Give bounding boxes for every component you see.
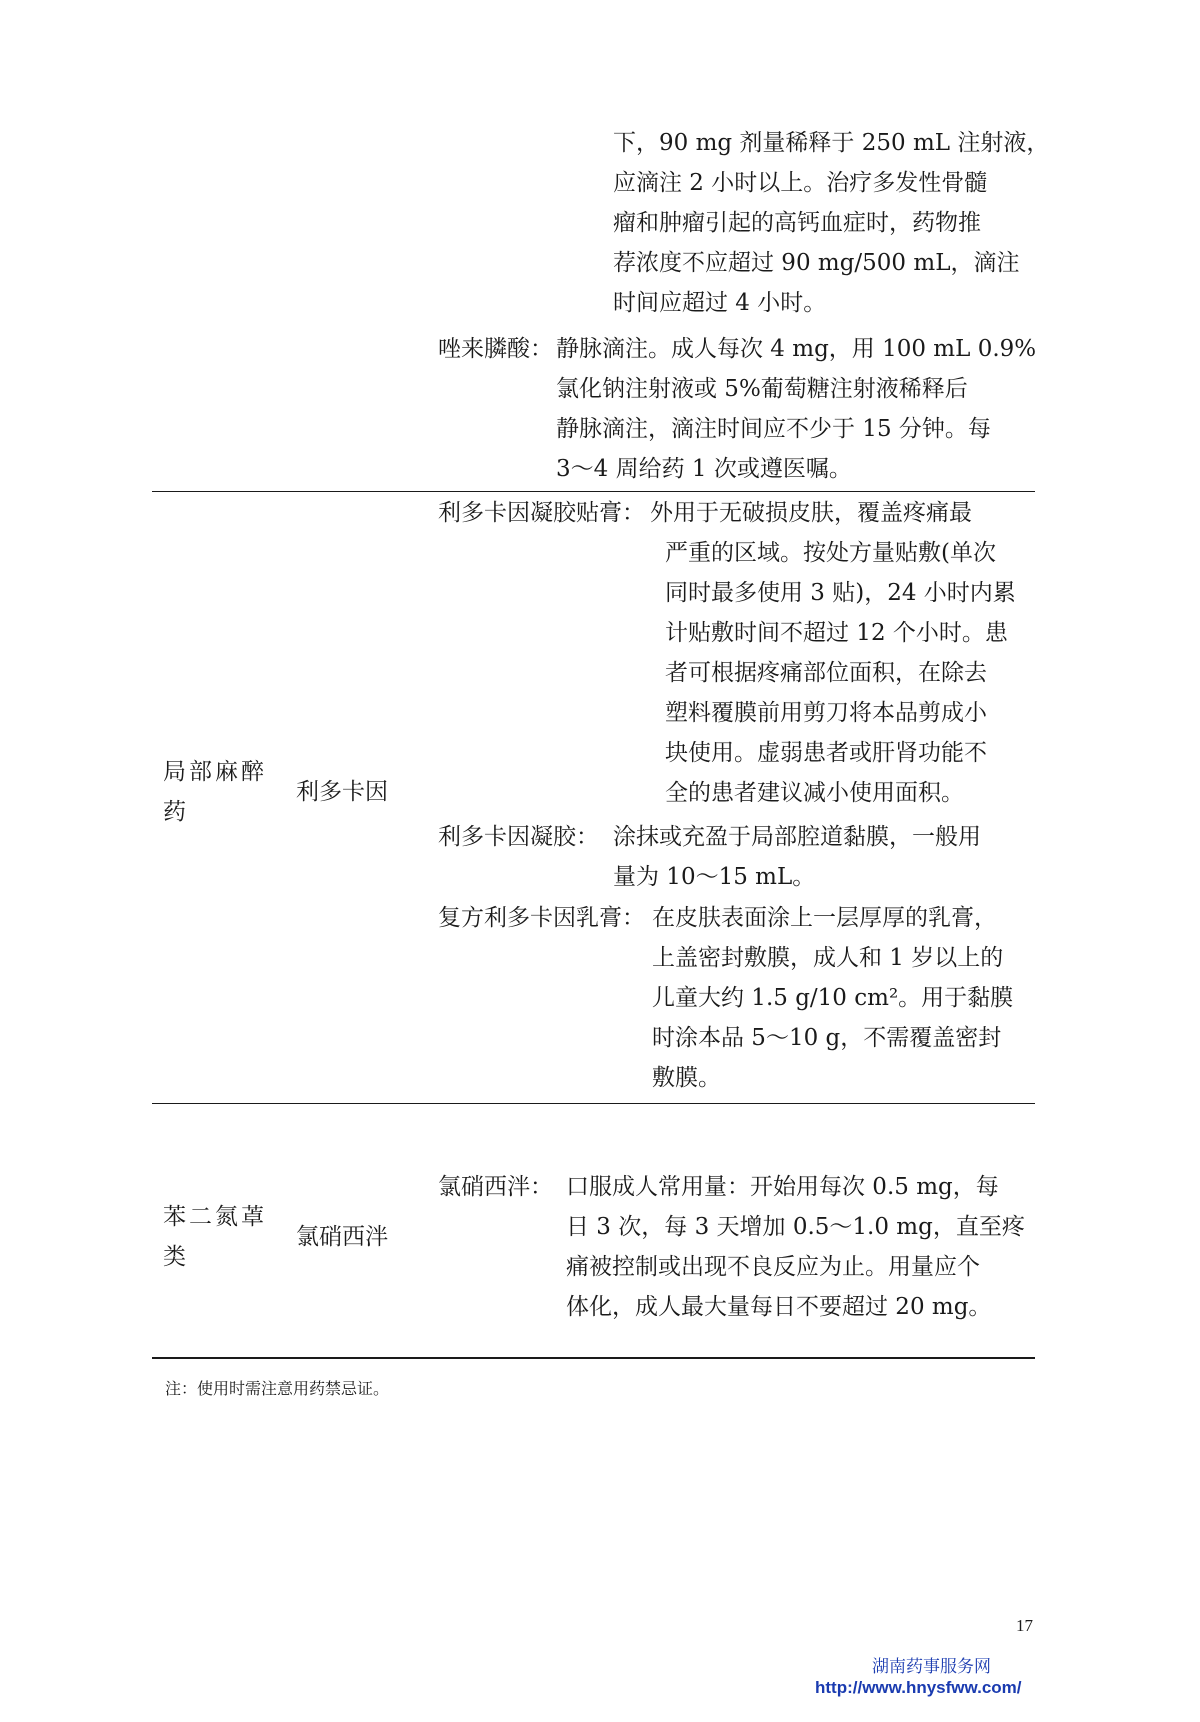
text-line: 3～4 周给药 1 次或遵医嘱。 [556, 456, 852, 482]
table-row-divider [152, 1103, 1035, 1104]
footer-url-text: http://www.hnysfww.com/ [815, 1678, 1022, 1697]
text-line: 日 3 次，每 3 天增加 0.5～1.0 mg，直至疼 [566, 1214, 1025, 1240]
text-line: 涂抹或充盈于局部腔道黏膜，一般用 [613, 824, 981, 850]
text-line: 外用于无破损皮肤，覆盖疼痛最 [650, 500, 972, 526]
text-line: 在皮肤表面涂上一层厚厚的乳膏， [652, 905, 997, 931]
text-line: 者可根据疼痛部位面积，在除去 [665, 660, 987, 686]
text-line: 时间应超过 4 小时。 [613, 290, 827, 316]
text-line: 上盖密封敷膜，成人和 1 岁以上的 [652, 945, 1004, 971]
category-cell-cont: 药 [163, 799, 186, 825]
text-line: 儿童大约 1.5 g/10 cm²。用于黏膜 [652, 985, 1014, 1011]
text-line: 量为 10～15 mL。 [613, 864, 816, 890]
text-line: 氯化钠注射液或 5%葡萄糖注射液稀释后 [556, 376, 968, 402]
text-line: 同时最多使用 3 贴)，24 小时内累 [665, 580, 1016, 606]
drug-usage-label: 利多卡因凝胶贴膏： [438, 500, 645, 526]
category-cell: 局部麻醉 [163, 759, 267, 785]
text-line: 静脉滴注，滴注时间应不少于 15 分钟。每 [556, 416, 991, 442]
text-line: 体化，成人最大量每日不要超过 20 mg。 [566, 1294, 992, 1320]
text-line: 静脉滴注。成人每次 4 mg，用 100 mL 0.9% [556, 336, 1037, 362]
drug-usage-label: 氯硝西泮： [438, 1174, 553, 1200]
text-line: 全的患者建议减小使用面积。 [665, 780, 964, 806]
category-cell: 苯二氮䓬 [163, 1204, 267, 1230]
drug-cell: 氯硝西泮 [296, 1224, 388, 1250]
drug-usage-label: 复方利多卡因乳膏： [438, 905, 645, 931]
text-line: 敷膜。 [652, 1065, 721, 1091]
table-footnote: 注：使用时需注意用药禁忌证。 [165, 1379, 390, 1398]
text-line: 应滴注 2 小时以上。治疗多发性骨髓 [613, 170, 988, 196]
text-line: 荐浓度不应超过 90 mg/500 mL，滴注 [613, 250, 1020, 276]
text-line: 瘤和肿瘤引起的高钙血症时，药物推 [613, 210, 981, 236]
drug-usage-label: 唑来膦酸： [438, 336, 553, 362]
text-line: 塑料覆膜前用剪刀将本品剪成小 [665, 700, 987, 726]
page-number: 17 [1016, 1616, 1033, 1635]
text-line: 痛被控制或出现不良反应为止。用量应个 [566, 1254, 980, 1280]
footer-url-link[interactable] [815, 1678, 1022, 1698]
footer-site-name: 湖南药事服务网 [872, 1657, 991, 1676]
table-bottom-rule [152, 1357, 1035, 1359]
text-line: 时涂本品 5～10 g，不需覆盖密封 [652, 1025, 1002, 1051]
text-line: 计贴敷时间不超过 12 个小时。患 [665, 620, 1008, 646]
category-cell-cont: 类 [163, 1244, 186, 1270]
table-row-divider [152, 491, 1035, 492]
drug-cell: 利多卡因 [296, 779, 388, 805]
text-line: 严重的区域。按处方量贴敷(单次 [665, 540, 996, 566]
text-line: 口服成人常用量：开始用每次 0.5 mg，每 [566, 1174, 999, 1200]
drug-usage-label: 利多卡因凝胶： [438, 824, 599, 850]
text-line: 下，90 mg 剂量稀释于 250 mL 注射液， [613, 130, 1050, 156]
text-line: 块使用。虚弱患者或肝肾功能不 [665, 740, 987, 766]
